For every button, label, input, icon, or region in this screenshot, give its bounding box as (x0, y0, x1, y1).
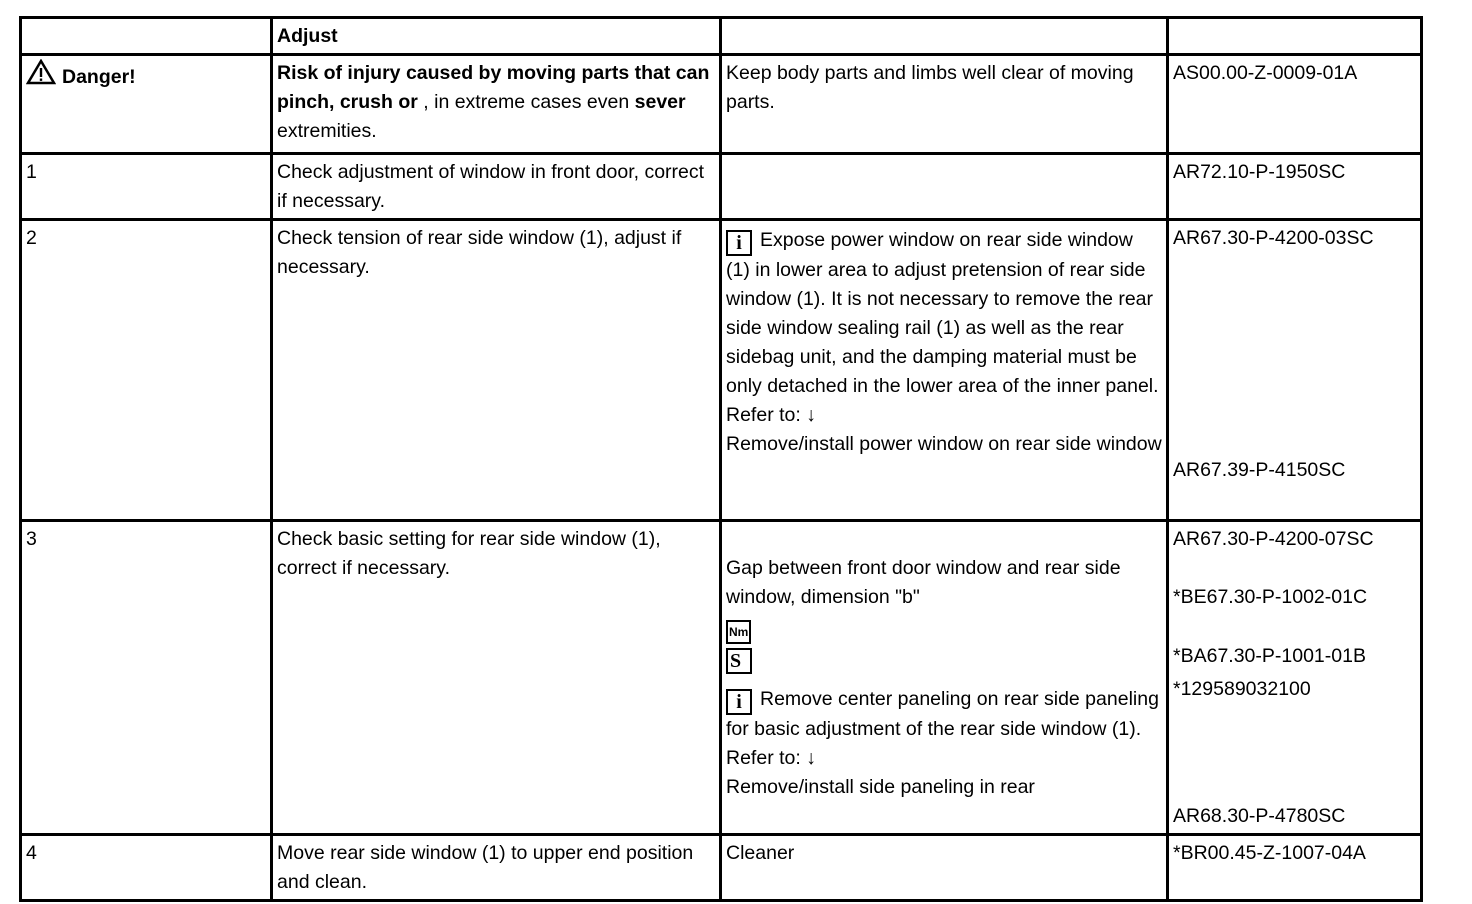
table-row (21, 835, 1422, 901)
step-number: 3 (21, 521, 272, 835)
info-text: Expose power window on rear side window (1) in lower area to adjust pretension of rear side window (1). It is not necessary to remove the rear side window sealing rail (1) as well as the rear sidebag unit, and the damping material must be only detached in the lower area of the inner panel. (726, 229, 1159, 397)
step-number: 2 (21, 220, 272, 521)
warning-triangle-icon (26, 59, 56, 94)
danger-risk-mid: , in extreme cases even (417, 91, 635, 113)
tool-ref-link[interactable]: *129589032100 (1173, 678, 1311, 700)
cross-ref-code-link[interactable]: AR67.39-P-4150SC (1173, 459, 1346, 481)
torque-nm-icon: Nm (726, 620, 751, 644)
step-note-cell (721, 521, 1168, 835)
step-action: Check adjustment of window in front door, correct if necessary. (272, 154, 721, 220)
step-note (721, 154, 1168, 220)
special-tool-icon: S (726, 648, 752, 674)
procedure-table (19, 16, 1423, 902)
torque-ref-link[interactable]: *BA67.30-P-1001-01B (1173, 645, 1366, 667)
step-ref-link[interactable]: AR67.30-P-4200-07SC (1173, 528, 1374, 550)
danger-risk-cell (272, 55, 721, 154)
step-number: 4 (21, 835, 272, 901)
cross-ref-link[interactable]: Remove/install side paneling in rear (726, 776, 1035, 798)
step-number: 1 (21, 154, 272, 220)
info-icon: i (726, 230, 752, 256)
header-notes (721, 18, 1168, 55)
step-ref-link[interactable]: AR72.10-P-1950SC (1168, 154, 1422, 220)
step-action: Check basic setting for rear side window (1), correct if necessary. (272, 521, 721, 835)
table-row (21, 521, 1422, 835)
header-step (21, 18, 272, 55)
step-ref-link[interactable]: AR67.30-P-4200-03SC (1173, 227, 1374, 249)
header-ref (1168, 18, 1422, 55)
arrow-down-icon: ↓ (806, 747, 816, 769)
danger-risk-bold: Risk of injury caused by moving parts that can pinch, crush or (277, 62, 710, 113)
danger-note: Keep body parts and limbs well clear of moving parts. (721, 55, 1168, 154)
info-icon: i (726, 689, 752, 715)
danger-cell (21, 55, 272, 154)
step-ref-cell (1168, 521, 1422, 835)
danger-ref-link[interactable]: AS00.00-Z-0009-01A (1168, 55, 1422, 154)
table-row (21, 220, 1422, 521)
step-ref-link[interactable]: *BR00.45-Z-1007-04A (1168, 835, 1422, 901)
cross-ref-link[interactable]: Remove/install power window on rear side window (726, 433, 1162, 455)
step-ref-cell (1168, 220, 1422, 521)
danger-label: Danger! (62, 66, 136, 88)
gap-ref-link[interactable]: *BE67.30-P-1002-01C (1173, 586, 1368, 608)
gap-text: Gap between front door window and rear side window, dimension "b" (726, 557, 1121, 608)
refer-label: Refer to: (726, 404, 801, 426)
danger-risk-end: extremities. (277, 120, 377, 142)
step-note-cell (721, 220, 1168, 521)
step-note: Cleaner (721, 835, 1168, 901)
info-text: Remove center paneling on rear side paneling for basic adjustment of the rear side window (1). Refer to: (726, 688, 1159, 769)
table-row (21, 154, 1422, 220)
header-action: Adjust (272, 18, 721, 55)
step-action: Check tension of rear side window (1), adjust if necessary. (272, 220, 721, 521)
danger-row (21, 55, 1422, 154)
danger-risk-bold2: sever (634, 91, 686, 113)
arrow-down-icon: ↓ (806, 404, 816, 426)
table-header-row (21, 18, 1422, 55)
cross-ref-code-link[interactable]: AR68.30-P-4780SC (1173, 805, 1346, 827)
step-action: Move rear side window (1) to upper end position and clean. (272, 835, 721, 901)
